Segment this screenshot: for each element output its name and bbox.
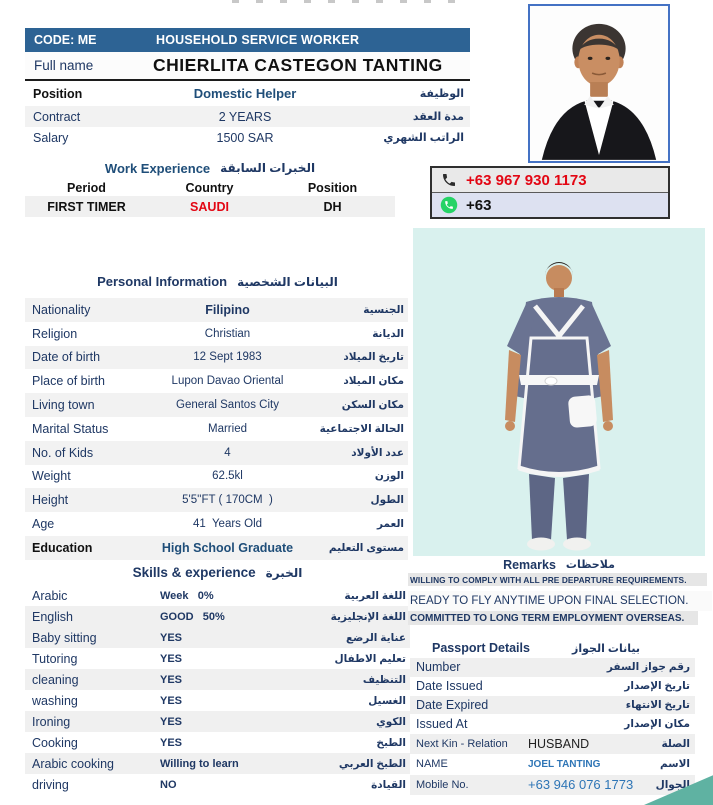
personal-info-heading [25,272,410,291]
next-of-kin-table [410,734,695,795]
field-label-arabic: اللغة الإنجليزية [330,610,406,623]
field-label: Cooking [32,735,78,750]
field-label: English [32,609,73,624]
field-value: High School Graduate [161,540,294,555]
code-label: CODE: ME [34,33,97,47]
table-row [25,774,410,795]
section-title: Work Experience [104,160,211,176]
field-label-arabic: القيادة [371,778,406,791]
whatsapp-number: +63 [466,196,492,214]
field-value: Domestic Helper [193,86,297,101]
clipped-top-text [232,0,468,3]
field-label: Mobile No. [416,778,469,791]
remark-line: WILLING TO COMPLY WITH ALL PRE DEPARTURE REQUIREMENTS. [408,573,707,586]
column-header: Country [185,180,234,195]
field-label: Baby sitting [32,630,97,645]
section-title-arabic: الخبرات السابقة [220,161,316,175]
field-label-arabic: التنظيف [362,673,406,686]
field-value: 62.5kl [212,470,243,483]
page-title: HOUSEHOLD SERVICE WORKER [156,33,360,47]
field-label-arabic: الطبخ العربي [338,757,406,770]
field-value: YES [160,715,183,728]
field-label-arabic: الراتب الشهري [383,132,464,144]
phone-row [432,168,668,192]
table-row [25,106,470,127]
field-label: Arabic cooking [32,756,114,771]
remark-line: READY TO FLY ANYTIME UPON FINAL SELECTION. [408,591,712,611]
table-row [25,81,470,106]
field-label-arabic: اللغة العربية [344,589,406,602]
field-label-arabic: مكان الإصدار [624,717,690,730]
table-row [25,441,408,465]
section-title: Personal Information [97,274,228,289]
field-value: YES [160,694,183,707]
table-row [25,690,410,711]
column-header: Period [67,180,106,195]
field-label-arabic: الجنسية [363,303,404,316]
field-value: NO [160,778,177,791]
table-row [25,627,410,648]
passport-table [410,658,695,733]
phone-icon [432,172,466,188]
section-title-arabic: بيانات الجواز [572,642,640,655]
field-label: Salary [33,130,69,145]
field-label: Arabic [32,588,68,603]
field-label: Issued At [416,716,468,731]
table-row [25,298,408,322]
field-value: 41 Years Old [192,518,263,531]
remark-line: COMMITTED TO LONG TERM EMPLOYMENT OVERSEAS. [408,611,698,625]
field-value: Week 0% [160,589,214,602]
table-row [410,677,695,696]
field-value: Christian [204,327,251,340]
field-label: No. of Kids [32,445,94,460]
field-value: +63 946 076 1773 [528,777,634,793]
field-label-arabic: الصلة [661,738,690,751]
skills-heading [25,563,410,582]
field-value: YES [160,673,183,686]
field-label: Ironing [32,714,71,729]
field-value: General Santos City [176,399,279,412]
table-row [25,488,408,512]
country-value: SAUDI [190,199,229,214]
field-label: driving [32,777,69,792]
field-label: Place of birth [32,374,105,389]
table-row [25,127,470,148]
table-row [25,369,408,393]
table-row [25,669,410,690]
column-header: Position [307,180,358,195]
field-value: HUSBAND [528,737,590,752]
field-label: Date Issued [416,679,483,694]
section-title-arabic: الخبرة [265,565,303,580]
table-row [25,648,410,669]
work-experience-heading [25,159,395,177]
field-label: cleaning [32,672,79,687]
whatsapp-row [432,192,668,217]
work-experience-columns [25,179,395,196]
table-row [410,696,695,715]
full-name-value: CHIERLITA CASTEGON TANTING [153,55,443,75]
table-row [410,714,695,733]
field-label: Height [32,493,69,508]
field-label-arabic: الكوي [376,715,406,728]
full-name-row [25,52,470,81]
field-label-arabic: مستوى التعليم [328,541,404,554]
full-body-illustration [413,228,705,556]
table-row [410,754,695,774]
skills-table [25,585,410,795]
field-label-arabic: الاسم [660,758,690,771]
work-experience-row [25,196,395,217]
table-row [410,734,695,754]
field-label: Education [32,540,93,555]
period-value: FIRST TIMER [47,199,126,214]
section-title-arabic: ملاحظات [565,559,615,571]
field-value: 4 [224,446,231,459]
field-label-arabic: الوزن [374,470,404,483]
field-value: 1500 SAR [216,130,274,145]
table-row [25,711,410,732]
field-label: Living town [32,398,95,413]
field-value: 12 Sept 1983 [193,351,262,364]
field-value: Lupon Davao Oriental [171,375,284,388]
table-row [25,585,410,606]
field-value: JOEL TANTING [528,758,601,770]
field-label: Date of birth [32,350,101,365]
header-bar [25,28,470,52]
table-row [25,753,410,774]
field-label-arabic: تاريخ الإصدار [624,680,690,693]
table-row [25,536,408,560]
section-title: Remarks [503,557,556,572]
field-label: Date Expired [416,697,489,712]
field-label-arabic: الغسيل [368,694,406,707]
field-label-arabic: تاريخ الميلاد [343,351,404,364]
field-value: Filipino [205,302,250,317]
field-label-arabic: الحالة الاجتماعية [319,422,404,435]
table-row [25,465,408,489]
field-label-arabic: الجوال [655,778,690,791]
contact-box [430,166,670,219]
field-label-arabic: تعليم الاطفال [334,652,406,665]
field-value: Willing to learn [160,757,239,770]
full-body-photo [413,228,705,556]
full-name-label: Full name [34,58,94,73]
personal-info-table [25,298,408,560]
field-label-arabic: الطول [370,494,404,507]
table-row [25,322,408,346]
field-label: Number [416,660,461,675]
field-label: Weight [32,469,71,484]
field-label: Next Kin - Relation [416,738,508,751]
field-value: 2 YEARS [218,109,272,124]
field-label-arabic: الديانة [372,327,404,340]
table-row [25,732,410,753]
table-row [410,658,695,677]
field-label-arabic: الطبخ [376,736,406,749]
phone-number: +63 967 930 1173 [466,171,587,189]
section-title-arabic: البيانات الشخصية [237,274,338,289]
field-label-arabic: عناية الرضع [345,631,406,644]
field-label: Nationality [32,302,91,317]
field-value: YES [160,736,183,749]
table-row [25,393,408,417]
whatsapp-icon [432,196,466,214]
table-row [410,775,695,795]
field-label: Position [33,86,83,101]
field-value: YES [160,631,183,644]
field-label: NAME [416,758,448,771]
field-label-arabic: عدد الأولاد [351,446,404,459]
section-title: Skills & experience [132,565,256,580]
field-value: Married [208,422,247,435]
field-label: Religion [32,326,78,341]
position-value: DH [323,199,342,214]
field-label: Tutoring [32,651,78,666]
field-label-arabic: تاريخ الانتهاء [625,698,690,711]
table-row [25,346,408,370]
field-label-arabic: الوظيفة [419,88,464,100]
headshot-illustration [530,6,668,161]
field-label: washing [32,693,78,708]
headshot-photo [528,4,670,163]
field-label-arabic: رقم جواز السفر [606,661,690,674]
field-label: Marital Status [32,421,109,436]
field-label: Contract [33,109,81,124]
field-label-arabic: مكان الميلاد [343,375,404,388]
table-row [25,606,410,627]
field-label: Age [32,517,55,532]
field-value: 5'5''FT ( 170CM ) [182,494,273,507]
field-value: YES [160,652,183,665]
remarks-heading [413,557,705,572]
table-row [25,417,408,441]
table-row [25,512,408,536]
field-label-arabic: العمر [376,518,404,531]
field-value: GOOD 50% [160,610,225,623]
field-label-arabic: مكان السكن [341,399,404,412]
section-title: Passport Details [432,641,530,655]
field-label-arabic: مدة العقد [412,111,464,123]
passport-heading [410,640,695,656]
